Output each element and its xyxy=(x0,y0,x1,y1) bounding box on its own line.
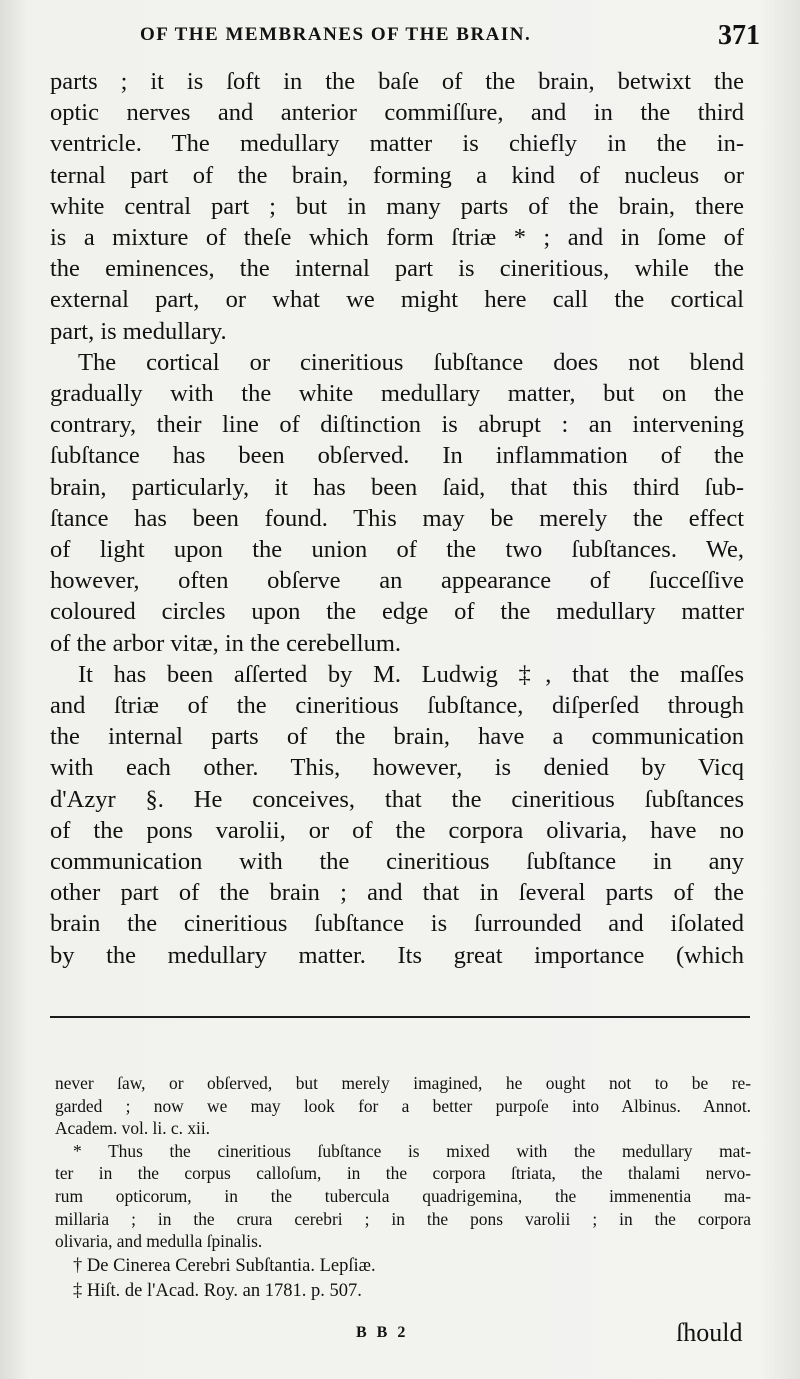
text-line: of light upon the union of the two ſubſtances. We, xyxy=(50,536,744,564)
footnote-rule xyxy=(50,1016,750,1018)
text-line: The cortical or cineritious ſubſtance does not blend xyxy=(78,348,744,376)
footnote-line: rum opticorum, in the tubercula quadrigemina, the immenentia ma- xyxy=(55,1185,751,1206)
footnote-line: olivaria, and medulla ſpinalis. xyxy=(55,1231,263,1252)
paragraph-1 xyxy=(50,66,744,347)
text-line: parts ; it is ſoft in the baſe of the brain, betwixt the xyxy=(50,68,744,95)
text-line: is a mixture of theſe which form ſtriæ * ; and in ſome of xyxy=(50,224,744,252)
body-text xyxy=(50,66,744,971)
text-line: the internal parts of the brain, have a communication xyxy=(50,723,744,751)
page-header xyxy=(140,20,760,56)
text-line: part, is medullary. xyxy=(50,317,227,345)
footnote-line: Academ. vol. li. c. xii. xyxy=(55,1118,211,1139)
text-line: optic nerves and anterior commiſſure, and in the third xyxy=(50,99,744,127)
running-head: OF THE MEMBRANES OF THE BRAIN. xyxy=(140,24,532,45)
text-line: gradually with the white medullary matter, but on the xyxy=(50,380,744,408)
footnote-continuation xyxy=(55,1072,751,1140)
paragraph-2 xyxy=(50,347,744,659)
footnote-dagger: † De Cinerea Cerebri Subſtantia. Lepſiæ. xyxy=(73,1255,376,1276)
catchword: ſhould xyxy=(676,1318,743,1347)
footnote-line: * Thus the cineritious ſubſtance is mixed with the medullary mat- xyxy=(73,1140,751,1161)
text-line: with each other. This, however, is denied by Vicq xyxy=(50,754,744,782)
page-number: 371 xyxy=(718,20,760,51)
text-line: white central part ; but in many parts of the brain, there xyxy=(50,192,744,220)
footnote-line: garded ; now we may look for a better purpoſe into Albinus. Annot. xyxy=(55,1095,751,1116)
footnote-line: ter in the corpus calloſum, in the corpora ſtriata, the thalami nervo- xyxy=(55,1163,751,1184)
text-line: ſubſtance has been obſerved. In inflammation of the xyxy=(50,442,744,470)
text-line: other part of the brain ; and that in ſeveral parts of the xyxy=(50,879,744,907)
text-line: by the medullary matter. Its great importance (which xyxy=(50,941,744,969)
text-line: coloured circles upon the edge of the medullary matter xyxy=(50,598,744,626)
text-line: d'Azyr §. He conceives, that the cineritious ſubſtances xyxy=(50,785,744,813)
text-line: however, often obſerve an appearance of ſucceſſive xyxy=(50,567,744,595)
text-line: contrary, their line of diſtinction is abrupt : an intervening xyxy=(50,411,744,439)
text-line: ventricle. The medullary matter is chiefly in the in- xyxy=(50,130,744,158)
text-line: It has been aſſerted by M. Ludwig ‡, that the maſſes xyxy=(78,660,744,688)
footnote-line: never ſaw, or obſerved, but merely imagined, he ought not to be re- xyxy=(55,1073,751,1093)
text-line: external part, or what we might here call the cortical xyxy=(50,286,744,314)
footnote-line: millaria ; in the crura cerebri ; in the pons varolii ; in the corpora xyxy=(55,1208,751,1229)
footnote-double-dagger: ‡ Hiſt. de l'Acad. Roy. an 1781. p. 507. xyxy=(73,1280,362,1301)
text-line: ternal part of the brain, forming a kind of nucleus or xyxy=(50,161,744,189)
text-line: brain the cineritious ſubſtance is ſurrounded and iſolated xyxy=(50,910,744,938)
footnotes xyxy=(55,1072,751,1303)
footnote-star xyxy=(55,1140,751,1253)
text-line: ſtance has been found. This may be merely the effect xyxy=(50,504,744,532)
text-line: and ſtriæ of the cineritious ſubſtance, diſperſed through xyxy=(50,692,744,720)
paragraph-3 xyxy=(50,659,744,971)
signature-mark: B B 2 xyxy=(356,1324,409,1341)
text-line: of the arbor vitæ, in the cerebellum. xyxy=(50,629,402,657)
text-line: the eminences, the internal part is cineritious, while the xyxy=(50,255,744,283)
text-line: of the pons varolii, or of the corpora olivaria, have no xyxy=(50,816,744,844)
text-line: communication with the cineritious ſubſtance in any xyxy=(50,848,744,876)
text-line: brain, particularly, it has been ſaid, that this third ſub- xyxy=(50,473,744,501)
